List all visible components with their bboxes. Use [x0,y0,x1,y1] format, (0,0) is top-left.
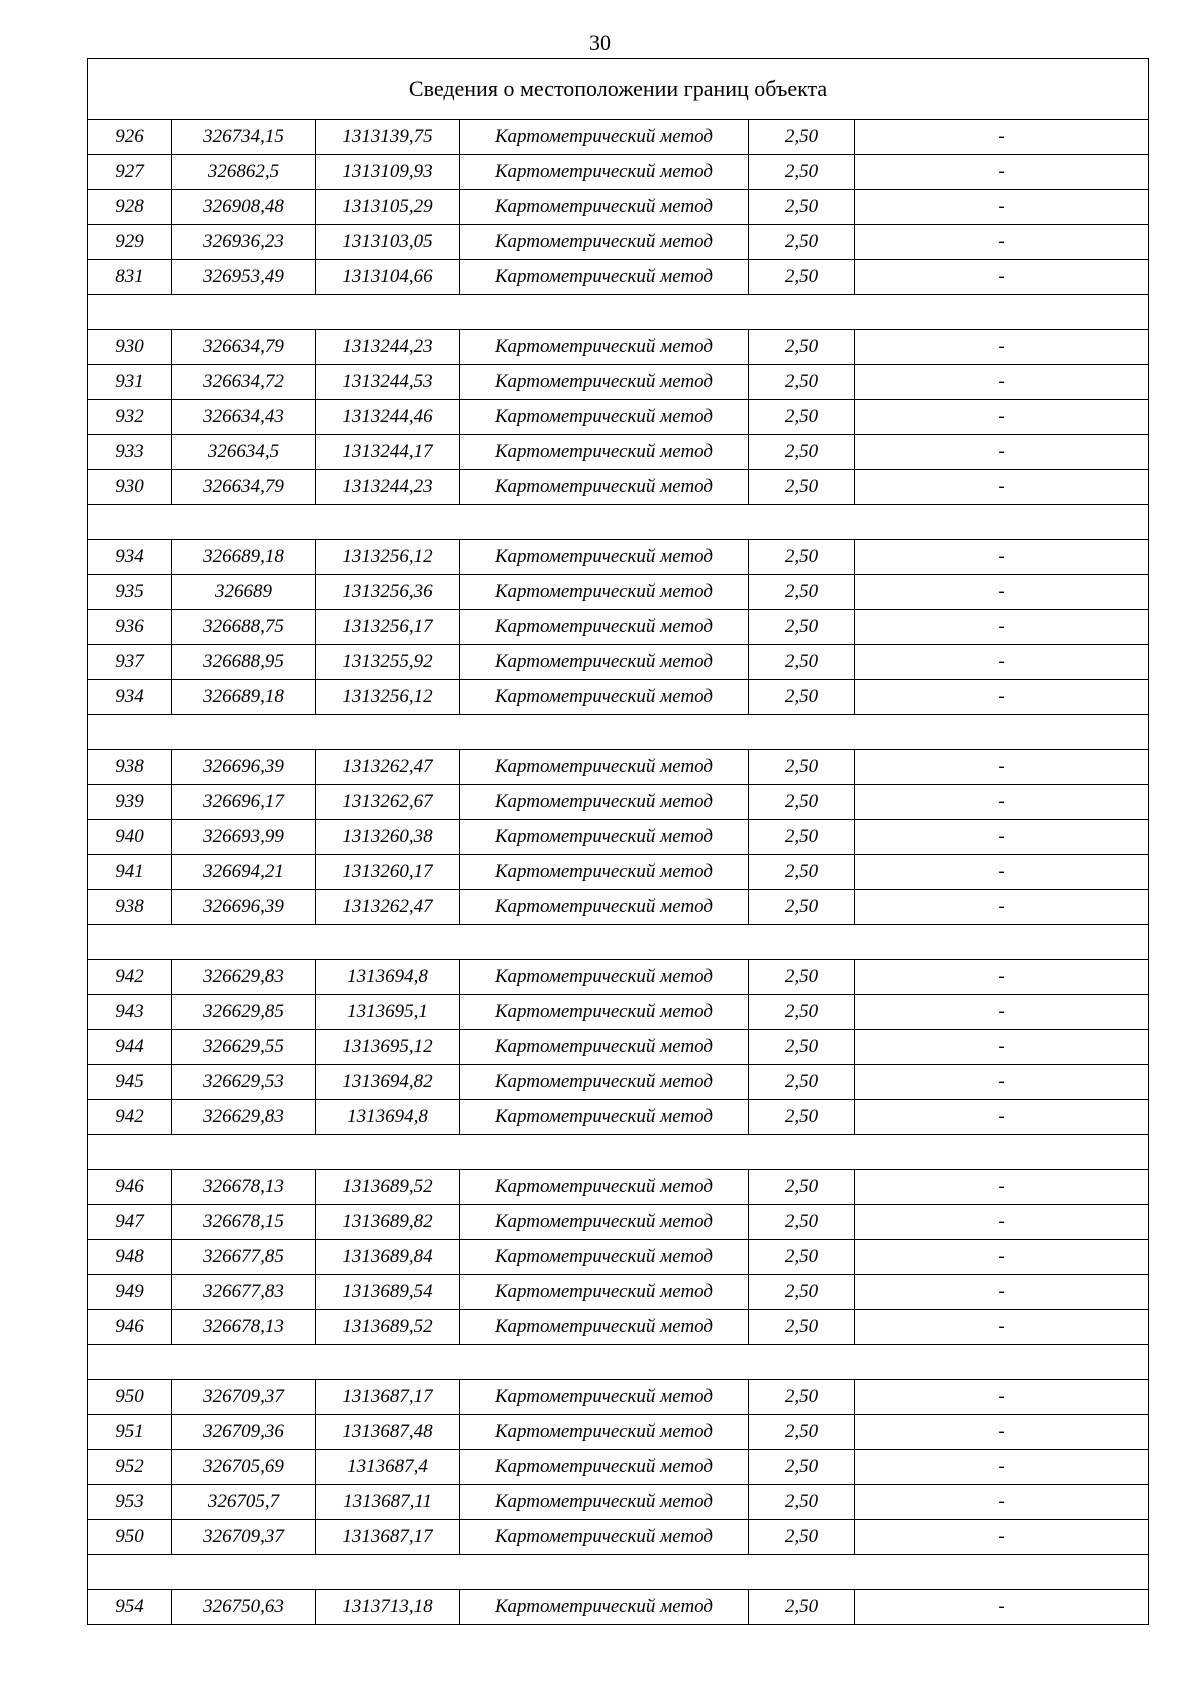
point-number-cell: 929 [88,225,172,260]
description-cell: - [855,400,1149,435]
method-cell: Картометрический метод [460,1450,749,1485]
x-coordinate-cell: 326634,72 [172,365,316,400]
point-number-cell: 938 [88,890,172,925]
table-row [88,540,1149,575]
accuracy-cell: 2,50 [749,1205,855,1240]
y-coordinate-cell: 1313689,54 [316,1275,460,1310]
point-number-cell: 930 [88,330,172,365]
point-number-cell: 950 [88,1520,172,1555]
accuracy-cell: 2,50 [749,190,855,225]
table-row [88,365,1149,400]
x-coordinate-cell: 326750,63 [172,1590,316,1625]
table-row [88,400,1149,435]
group-separator-row [88,925,1149,960]
method-cell: Картометрический метод [460,890,749,925]
y-coordinate-cell: 1313687,11 [316,1485,460,1520]
point-number-cell: 951 [88,1415,172,1450]
group-separator-row [88,715,1149,750]
method-cell: Картометрический метод [460,1485,749,1520]
point-number-cell: 952 [88,1450,172,1485]
description-cell: - [855,1170,1149,1205]
y-coordinate-cell: 1313687,17 [316,1380,460,1415]
accuracy-cell: 2,50 [749,750,855,785]
table-row [88,960,1149,995]
group-separator-row [88,505,1149,540]
y-coordinate-cell: 1313694,8 [316,1100,460,1135]
y-coordinate-cell: 1313260,38 [316,820,460,855]
accuracy-cell: 2,50 [749,540,855,575]
description-cell: - [855,190,1149,225]
accuracy-cell: 2,50 [749,680,855,715]
table-title-row [88,59,1149,120]
description-cell: - [855,1205,1149,1240]
method-cell: Картометрический метод [460,190,749,225]
y-coordinate-cell: 1313244,17 [316,435,460,470]
description-cell: - [855,750,1149,785]
point-number-cell: 928 [88,190,172,225]
method-cell: Картометрический метод [460,1310,749,1345]
method-cell: Картометрический метод [460,1100,749,1135]
y-coordinate-cell: 1313694,82 [316,1065,460,1100]
method-cell: Картометрический метод [460,1590,749,1625]
accuracy-cell: 2,50 [749,1380,855,1415]
point-number-cell: 931 [88,365,172,400]
accuracy-cell: 2,50 [749,1520,855,1555]
x-coordinate-cell: 326678,15 [172,1205,316,1240]
y-coordinate-cell: 1313104,66 [316,260,460,295]
table-row [88,750,1149,785]
point-number-cell: 941 [88,855,172,890]
method-cell: Картометрический метод [460,1415,749,1450]
accuracy-cell: 2,50 [749,1030,855,1065]
x-coordinate-cell: 326634,43 [172,400,316,435]
x-coordinate-cell: 326688,95 [172,645,316,680]
description-cell: - [855,855,1149,890]
table-row [88,1100,1149,1135]
x-coordinate-cell: 326634,5 [172,435,316,470]
point-number-cell: 939 [88,785,172,820]
accuracy-cell: 2,50 [749,820,855,855]
x-coordinate-cell: 326629,55 [172,1030,316,1065]
description-cell: - [855,1100,1149,1135]
y-coordinate-cell: 1313105,29 [316,190,460,225]
point-number-cell: 927 [88,155,172,190]
x-coordinate-cell: 326709,36 [172,1415,316,1450]
x-coordinate-cell: 326696,39 [172,890,316,925]
method-cell: Картометрический метод [460,785,749,820]
table-row [88,820,1149,855]
x-coordinate-cell: 326689,18 [172,680,316,715]
table-row [88,1065,1149,1100]
group-separator-cell [88,715,1149,750]
description-cell: - [855,330,1149,365]
accuracy-cell: 2,50 [749,960,855,995]
y-coordinate-cell: 1313689,82 [316,1205,460,1240]
x-coordinate-cell: 326629,83 [172,1100,316,1135]
method-cell: Картометрический метод [460,1240,749,1275]
accuracy-cell: 2,50 [749,1065,855,1100]
y-coordinate-cell: 1313255,92 [316,645,460,680]
x-coordinate-cell: 326634,79 [172,330,316,365]
accuracy-cell: 2,50 [749,435,855,470]
y-coordinate-cell: 1313256,36 [316,575,460,610]
method-cell: Картометрический метод [460,575,749,610]
accuracy-cell: 2,50 [749,1170,855,1205]
accuracy-cell: 2,50 [749,330,855,365]
accuracy-cell: 2,50 [749,645,855,680]
point-number-cell: 942 [88,1100,172,1135]
description-cell: - [855,1310,1149,1345]
group-separator-cell [88,1555,1149,1590]
method-cell: Картометрический метод [460,1030,749,1065]
table-row [88,1030,1149,1065]
group-separator-cell [88,295,1149,330]
method-cell: Картометрический метод [460,470,749,505]
table-row [88,1240,1149,1275]
group-separator-row [88,1345,1149,1380]
accuracy-cell: 2,50 [749,1485,855,1520]
y-coordinate-cell: 1313256,17 [316,610,460,645]
y-coordinate-cell: 1313262,47 [316,890,460,925]
table-row [88,1485,1149,1520]
group-separator-row [88,1555,1149,1590]
table-title: Сведения о местоположении границ объекта [88,59,1149,120]
method-cell: Картометрический метод [460,400,749,435]
description-cell: - [855,1380,1149,1415]
point-number-cell: 934 [88,680,172,715]
method-cell: Картометрический метод [460,540,749,575]
method-cell: Картометрический метод [460,1170,749,1205]
description-cell: - [855,960,1149,995]
x-coordinate-cell: 326634,79 [172,470,316,505]
y-coordinate-cell: 1313139,75 [316,120,460,155]
x-coordinate-cell: 326689 [172,575,316,610]
point-number-cell: 940 [88,820,172,855]
accuracy-cell: 2,50 [749,470,855,505]
table-row [88,1170,1149,1205]
description-cell: - [855,890,1149,925]
point-number-cell: 926 [88,120,172,155]
y-coordinate-cell: 1313244,46 [316,400,460,435]
point-number-cell: 934 [88,540,172,575]
accuracy-cell: 2,50 [749,1450,855,1485]
accuracy-cell: 2,50 [749,1275,855,1310]
table-row [88,680,1149,715]
group-separator-row [88,295,1149,330]
method-cell: Картометрический метод [460,155,749,190]
x-coordinate-cell: 326705,7 [172,1485,316,1520]
table-row [88,190,1149,225]
table-row [88,645,1149,680]
boundary-coordinates-table [87,58,1149,1625]
x-coordinate-cell: 326677,85 [172,1240,316,1275]
table-row [88,1450,1149,1485]
table-row [88,855,1149,890]
accuracy-cell: 2,50 [749,400,855,435]
method-cell: Картометрический метод [460,1065,749,1100]
description-cell: - [855,680,1149,715]
accuracy-cell: 2,50 [749,995,855,1030]
group-separator-cell [88,1135,1149,1170]
y-coordinate-cell: 1313244,23 [316,330,460,365]
accuracy-cell: 2,50 [749,1590,855,1625]
method-cell: Картометрический метод [460,225,749,260]
description-cell: - [855,365,1149,400]
description-cell: - [855,1065,1149,1100]
x-coordinate-cell: 326696,17 [172,785,316,820]
x-coordinate-cell: 326734,15 [172,120,316,155]
description-cell: - [855,1275,1149,1310]
y-coordinate-cell: 1313109,93 [316,155,460,190]
point-number-cell: 943 [88,995,172,1030]
x-coordinate-cell: 326862,5 [172,155,316,190]
accuracy-cell: 2,50 [749,120,855,155]
y-coordinate-cell: 1313244,23 [316,470,460,505]
table-row [88,1380,1149,1415]
table-row [88,1590,1149,1625]
y-coordinate-cell: 1313256,12 [316,540,460,575]
table-row [88,1520,1149,1555]
accuracy-cell: 2,50 [749,1240,855,1275]
accuracy-cell: 2,50 [749,155,855,190]
accuracy-cell: 2,50 [749,1100,855,1135]
accuracy-cell: 2,50 [749,855,855,890]
point-number-cell: 949 [88,1275,172,1310]
description-cell: - [855,1450,1149,1485]
accuracy-cell: 2,50 [749,890,855,925]
description-cell: - [855,1485,1149,1520]
x-coordinate-cell: 326629,53 [172,1065,316,1100]
point-number-cell: 933 [88,435,172,470]
x-coordinate-cell: 326693,99 [172,820,316,855]
table-body [88,59,1149,1625]
accuracy-cell: 2,50 [749,575,855,610]
description-cell: - [855,1590,1149,1625]
description-cell: - [855,785,1149,820]
point-number-cell: 930 [88,470,172,505]
point-number-cell: 938 [88,750,172,785]
description-cell: - [855,470,1149,505]
y-coordinate-cell: 1313262,67 [316,785,460,820]
point-number-cell: 942 [88,960,172,995]
y-coordinate-cell: 1313687,4 [316,1450,460,1485]
description-cell: - [855,260,1149,295]
description-cell: - [855,120,1149,155]
method-cell: Картометрический метод [460,435,749,470]
y-coordinate-cell: 1313695,1 [316,995,460,1030]
table-row [88,330,1149,365]
x-coordinate-cell: 326908,48 [172,190,316,225]
method-cell: Картометрический метод [460,1380,749,1415]
x-coordinate-cell: 326705,69 [172,1450,316,1485]
table-row [88,225,1149,260]
point-number-cell: 944 [88,1030,172,1065]
group-separator-row [88,1135,1149,1170]
x-coordinate-cell: 326677,83 [172,1275,316,1310]
point-number-cell: 946 [88,1170,172,1205]
description-cell: - [855,610,1149,645]
point-number-cell: 947 [88,1205,172,1240]
description-cell: - [855,225,1149,260]
accuracy-cell: 2,50 [749,785,855,820]
description-cell: - [855,820,1149,855]
accuracy-cell: 2,50 [749,1310,855,1345]
description-cell: - [855,1240,1149,1275]
table-row [88,1310,1149,1345]
point-number-cell: 936 [88,610,172,645]
method-cell: Картометрический метод [460,1275,749,1310]
table-row [88,470,1149,505]
x-coordinate-cell: 326678,13 [172,1170,316,1205]
point-number-cell: 831 [88,260,172,295]
accuracy-cell: 2,50 [749,1415,855,1450]
description-cell: - [855,575,1149,610]
x-coordinate-cell: 326696,39 [172,750,316,785]
method-cell: Картометрический метод [460,680,749,715]
x-coordinate-cell: 326694,21 [172,855,316,890]
y-coordinate-cell: 1313260,17 [316,855,460,890]
y-coordinate-cell: 1313103,05 [316,225,460,260]
x-coordinate-cell: 326689,18 [172,540,316,575]
group-separator-cell [88,925,1149,960]
description-cell: - [855,435,1149,470]
group-separator-cell [88,505,1149,540]
y-coordinate-cell: 1313244,53 [316,365,460,400]
y-coordinate-cell: 1313687,48 [316,1415,460,1450]
description-cell: - [855,1030,1149,1065]
point-number-cell: 948 [88,1240,172,1275]
table-row [88,260,1149,295]
y-coordinate-cell: 1313689,52 [316,1310,460,1345]
table-row [88,610,1149,645]
y-coordinate-cell: 1313689,84 [316,1240,460,1275]
method-cell: Картометрический метод [460,995,749,1030]
method-cell: Картометрический метод [460,330,749,365]
table-row [88,1275,1149,1310]
method-cell: Картометрический метод [460,855,749,890]
method-cell: Картометрический метод [460,750,749,785]
page-number: 30 [589,30,611,55]
x-coordinate-cell: 326629,85 [172,995,316,1030]
x-coordinate-cell: 326709,37 [172,1380,316,1415]
table-row [88,785,1149,820]
method-cell: Картометрический метод [460,960,749,995]
method-cell: Картометрический метод [460,1520,749,1555]
point-number-cell: 932 [88,400,172,435]
description-cell: - [855,540,1149,575]
point-number-cell: 945 [88,1065,172,1100]
method-cell: Картометрический метод [460,820,749,855]
method-cell: Картометрический метод [460,120,749,155]
x-coordinate-cell: 326629,83 [172,960,316,995]
description-cell: - [855,1520,1149,1555]
description-cell: - [855,645,1149,680]
method-cell: Картометрический метод [460,1205,749,1240]
y-coordinate-cell: 1313689,52 [316,1170,460,1205]
x-coordinate-cell: 326688,75 [172,610,316,645]
y-coordinate-cell: 1313687,17 [316,1520,460,1555]
point-number-cell: 935 [88,575,172,610]
table-row [88,120,1149,155]
table-row [88,155,1149,190]
description-cell: - [855,1415,1149,1450]
y-coordinate-cell: 1313262,47 [316,750,460,785]
table-row [88,1205,1149,1240]
table-row [88,1415,1149,1450]
table-row [88,890,1149,925]
x-coordinate-cell: 326953,49 [172,260,316,295]
x-coordinate-cell: 326709,37 [172,1520,316,1555]
method-cell: Картометрический метод [460,365,749,400]
method-cell: Картометрический метод [460,260,749,295]
y-coordinate-cell: 1313713,18 [316,1590,460,1625]
description-cell: - [855,995,1149,1030]
y-coordinate-cell: 1313695,12 [316,1030,460,1065]
y-coordinate-cell: 1313256,12 [316,680,460,715]
table-row [88,575,1149,610]
x-coordinate-cell: 326678,13 [172,1310,316,1345]
method-cell: Картометрический метод [460,610,749,645]
description-cell: - [855,155,1149,190]
point-number-cell: 950 [88,1380,172,1415]
point-number-cell: 954 [88,1590,172,1625]
x-coordinate-cell: 326936,23 [172,225,316,260]
y-coordinate-cell: 1313694,8 [316,960,460,995]
accuracy-cell: 2,50 [749,610,855,645]
table-row [88,995,1149,1030]
point-number-cell: 937 [88,645,172,680]
accuracy-cell: 2,50 [749,225,855,260]
point-number-cell: 946 [88,1310,172,1345]
accuracy-cell: 2,50 [749,260,855,295]
method-cell: Картометрический метод [460,645,749,680]
table-row [88,435,1149,470]
accuracy-cell: 2,50 [749,365,855,400]
point-number-cell: 953 [88,1485,172,1520]
group-separator-cell [88,1345,1149,1380]
